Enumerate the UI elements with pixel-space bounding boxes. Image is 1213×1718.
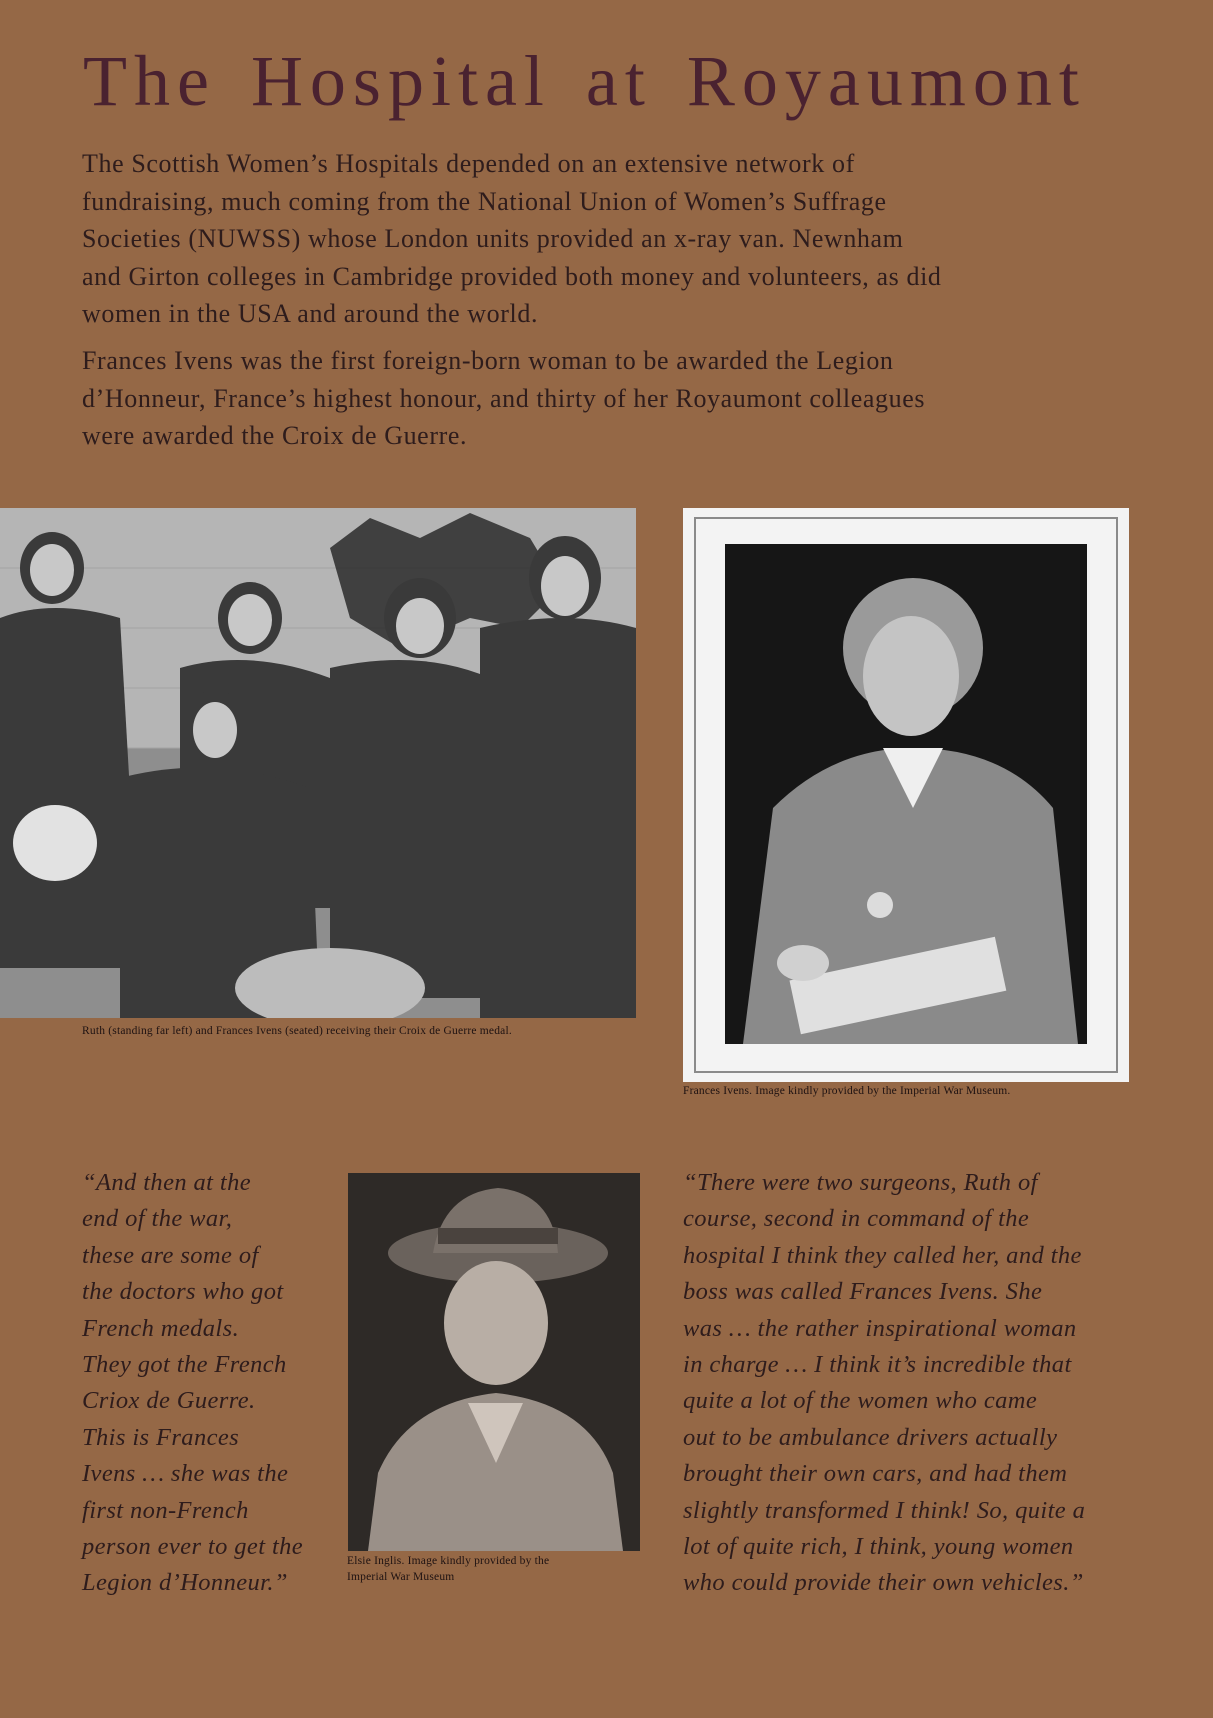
- group-photo-caption: Ruth (standing far left) and Frances Ivens (seated) receiving their Croix de Guerre medal.: [82, 1025, 512, 1037]
- frances-ivens-photo: [683, 508, 1129, 1082]
- intro-paragraph-fundraising: The Scottish Women’s Hospitals depended on an extensive network of fundraising, much coming from the National Union of Women’s Suffrage Societies (NUWSS) whose London units provided an x-ray van. Newnham and Girton colleges in Cambridge provided both money and volunteers, as did women in the USA and around the world.: [82, 149, 942, 328]
- intro-paragraph-honours: Frances Ivens was the first foreign-born woman to be awarded the Legion d’Honneur, France’s highest honour, and thirty of her Royaumont colleagues were awarded the Croix de Guerre.: [82, 346, 926, 450]
- quote-left: “And then at the end of the war, these are some of the doctors who got French medals. They got the French Criox de Guerre. This is Frances Ivens … she was the first non-French person ever to get the Legion d’Honneur.”: [82, 1169, 304, 1597]
- elsie-inglis-photo: [348, 1173, 640, 1551]
- group-photo: [0, 508, 636, 1018]
- elsie-inglis-caption: Elsie Inglis. Image kindly provided by the Imperial War Museum: [347, 1555, 550, 1583]
- quote-right: “There were two surgeons, Ruth of course, second in command of the hospital I think they called her, and the boss was called Frances Ivens. She was … the rather inspirational woman in charge … I think it’s incredible that quite a lot of the women who came out to be ambulance drivers actually brought their own cars, and had them slightly transformed I think! So, quite a lot of quite rich, I think, young women who could provide their own vehicles.”: [683, 1169, 1086, 1597]
- frances-ivens-caption: Frances Ivens. Image kindly provided by the Imperial War Museum.: [683, 1085, 1011, 1097]
- page-title: The Hospital at Royaumont: [83, 41, 1086, 121]
